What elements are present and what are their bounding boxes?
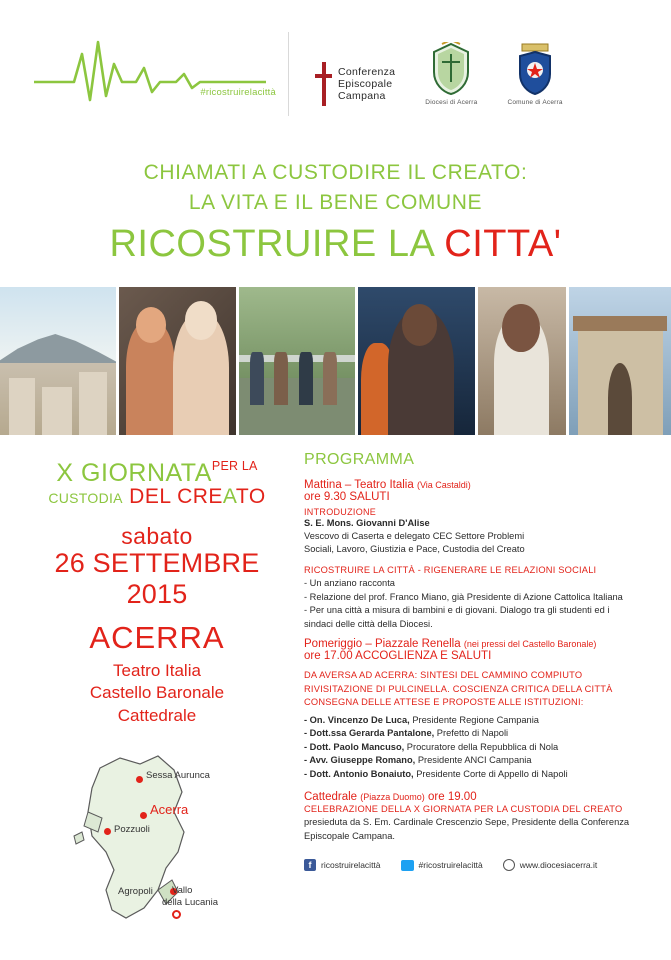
venue-2: Castello Baronale [89, 683, 225, 703]
cathedral-time: ore 19.00 [428, 791, 477, 804]
giornata-del-cre: DEL CRE [129, 484, 223, 508]
map-label-pozzuoli: Pozzuoli [114, 824, 150, 836]
guest-role: Procuratore della Repubblica di Nola [406, 741, 559, 752]
cathedral-line-3: Episcopale Campana. [304, 830, 395, 841]
giornata-custodia: CUSTODIA [48, 489, 123, 506]
globe-icon [503, 859, 515, 871]
event-info-column [22, 451, 300, 941]
cathedral-heading [304, 791, 645, 803]
photo-castle [569, 287, 671, 435]
photo-mother-child [478, 287, 567, 435]
photo-group-bridge [239, 287, 355, 435]
ekg-icon [26, 34, 276, 114]
afternoon-guest-list [304, 714, 645, 781]
event-day: sabato [121, 522, 193, 549]
ekg-logo [26, 34, 276, 114]
giornata-lockup [22, 459, 292, 509]
website-link[interactable] [503, 859, 597, 871]
diocese-crest-caption: Diocesi di Acerra [425, 99, 478, 106]
morning-item-1: - Un anziano racconta [304, 578, 395, 589]
guest-row [304, 768, 645, 781]
photo-woman-night [358, 287, 474, 435]
morning-speaker-role-1: Vescovo di Caserta e delegato CEC Settore Problemi [304, 530, 525, 541]
guest-row [304, 754, 645, 767]
cec-line-3: Campana [338, 90, 386, 103]
campania-map [22, 740, 292, 940]
headline-title [0, 222, 671, 265]
photo-strip [0, 287, 671, 435]
map-label-acerra: Acerra [150, 802, 189, 818]
event-venues [22, 660, 292, 729]
giornata-per-la: PER LA [211, 458, 258, 473]
event-city: ACERRA [89, 619, 225, 655]
programma-column [300, 451, 645, 941]
header-logo-bar [0, 0, 671, 148]
facebook-handle: ricostruirelacittà [321, 860, 381, 871]
cec-line-1: Conferenza [338, 65, 396, 78]
guest-row [304, 727, 645, 740]
twitter-handle: #ricostruirelacittà [418, 860, 483, 871]
website-url: www.diocesiacerra.it [519, 860, 598, 871]
afternoon-heading [304, 638, 645, 650]
facebook-link[interactable] [304, 859, 381, 871]
headline-title-part-1: RICOSTRUIRE [109, 222, 377, 265]
diocese-shield-icon [428, 42, 474, 96]
map-label-agropoli: Agropoli [118, 886, 153, 898]
diocese-crest [425, 42, 477, 106]
afternoon-block-3: CONSEGNA DELLE ATTESE E PROPOSTE ALLE ISTITUZIONI: [304, 697, 584, 708]
comune-shield-icon [512, 42, 558, 96]
giornata-a: A [222, 484, 236, 508]
morning-heading-note: (Via Castaldi) [416, 479, 471, 490]
headline-line-1: CHIAMATI A CUSTODIRE IL CREATO: [143, 161, 528, 184]
guest-name: - On. Vincenzo De Luca, [304, 714, 410, 725]
event-date-block [22, 523, 292, 610]
guest-role: Presidente ANCI Campania [417, 755, 532, 766]
headline-line-2: LA VITA E IL BENE COMUNE [188, 190, 483, 214]
twitter-icon [401, 860, 414, 871]
cathedral-heading-note: (Piazza Duomo) [360, 792, 425, 803]
guest-name: - Dott. Antonio Bonaiuto, [304, 768, 414, 779]
guest-row [304, 741, 645, 754]
cathedral-line-1: CELEBRAZIONE DELLA X GIORNATA PER LA CUSTODIA DEL CREATO [304, 804, 623, 815]
social-footer [304, 859, 645, 871]
venue-3: Cattedrale [117, 706, 197, 726]
map-label-della-lucania: della Lucania [162, 897, 218, 909]
comune-crest-caption: Comune di Acerra [507, 99, 563, 106]
morning-section-title: RICOSTRUIRE LA CITTÀ - RIGENERARE LE RELAZIONI SOCIALI [304, 564, 597, 575]
morning-item-4: sindaci delle città della Diocesi. [304, 618, 433, 629]
map-label-sessa-aurunca: Sessa Aurunca [146, 770, 210, 782]
photo-caregiver-elderly [119, 287, 235, 435]
morning-item-3: - Per una città a misura di bambini e di giovani. Dialogo tra gli studenti ed i [304, 605, 610, 616]
comune-crest [507, 42, 562, 106]
guest-row [304, 714, 645, 727]
twitter-link[interactable] [401, 860, 483, 871]
headline-title-part-3: CITTA' [444, 222, 562, 265]
giornata-to: TO [235, 484, 266, 508]
facebook-icon: f [304, 859, 316, 871]
guest-name: - Dott.ssa Gerarda Pantalone, [304, 728, 435, 739]
headline-block [0, 148, 671, 265]
morning-heading [304, 479, 645, 491]
cathedral-heading-text: Cattedrale [304, 791, 358, 804]
cathedral-line-2: presieduta da S. Em. Cardinale Crescenzio Sepe, Presidente della Conferenza [304, 817, 630, 828]
afternoon-heading-note: (nei pressi del Castello Baronale) [463, 639, 597, 650]
giornata-number: X [56, 458, 74, 487]
venue-1: Teatro Italia [113, 660, 201, 680]
morning-speaker: S. E. Mons. Giovanni D'Alise [304, 517, 430, 528]
header-divider [288, 32, 289, 116]
guest-role: Presidente Regione Campania [412, 714, 539, 725]
guest-name: - Dott. Paolo Mancuso, [304, 741, 405, 752]
giornata-line-2 [22, 485, 292, 509]
afternoon-heading-text: Pomeriggio – Piazzale Renella [304, 638, 461, 651]
guest-name: - Avv. Giuseppe Romano, [304, 755, 416, 766]
afternoon-time: ore 17.00 ACCOGLIENZA E SALUTI [304, 650, 492, 663]
morning-intro-label: INTRODUZIONE [304, 506, 377, 517]
photo-vesuvius-town [0, 287, 116, 435]
map-label-vallo: Vallo [172, 885, 193, 897]
cec-logo [315, 62, 395, 106]
giornata-word: GIORNATA [81, 458, 212, 487]
giornata-line-1 [22, 459, 292, 488]
ekg-hashtag: #ricostruirelacittà [200, 87, 276, 98]
lower-section [0, 435, 671, 941]
institution-logos [315, 42, 563, 106]
cec-line-2: Episcopale [338, 77, 393, 90]
headline-title-part-2: LA [387, 222, 434, 265]
morning-speaker-role-2: Sociali, Lavoro, Giustizia e Pace, Custodia del Creato [304, 544, 525, 555]
morning-item-2: - Relazione del prof. Franco Miano, già Presidente di Azione Cattolica Italiana [304, 591, 623, 602]
event-date: 26 SETTEMBRE 2015 [54, 547, 260, 609]
cross-icon [315, 62, 332, 106]
programma-title: PROGRAMMA [304, 450, 415, 468]
morning-heading-text: Mattina – Teatro Italia [304, 478, 414, 491]
guest-role: Presidente Corte di Appello di Napoli [416, 768, 568, 779]
afternoon-block-2: RIVISITAZIONE DI PULCINELLA. COSCIENZA CRITICA DELLA CITTÀ [304, 683, 613, 694]
morning-time: ore 9.30 SALUTI [304, 490, 390, 503]
afternoon-block-1: DA AVERSA AD ACERRA: SINTESI DEL CAMMINO COMPIUTO [304, 670, 583, 681]
guest-role: Prefetto di Napoli [436, 728, 509, 739]
